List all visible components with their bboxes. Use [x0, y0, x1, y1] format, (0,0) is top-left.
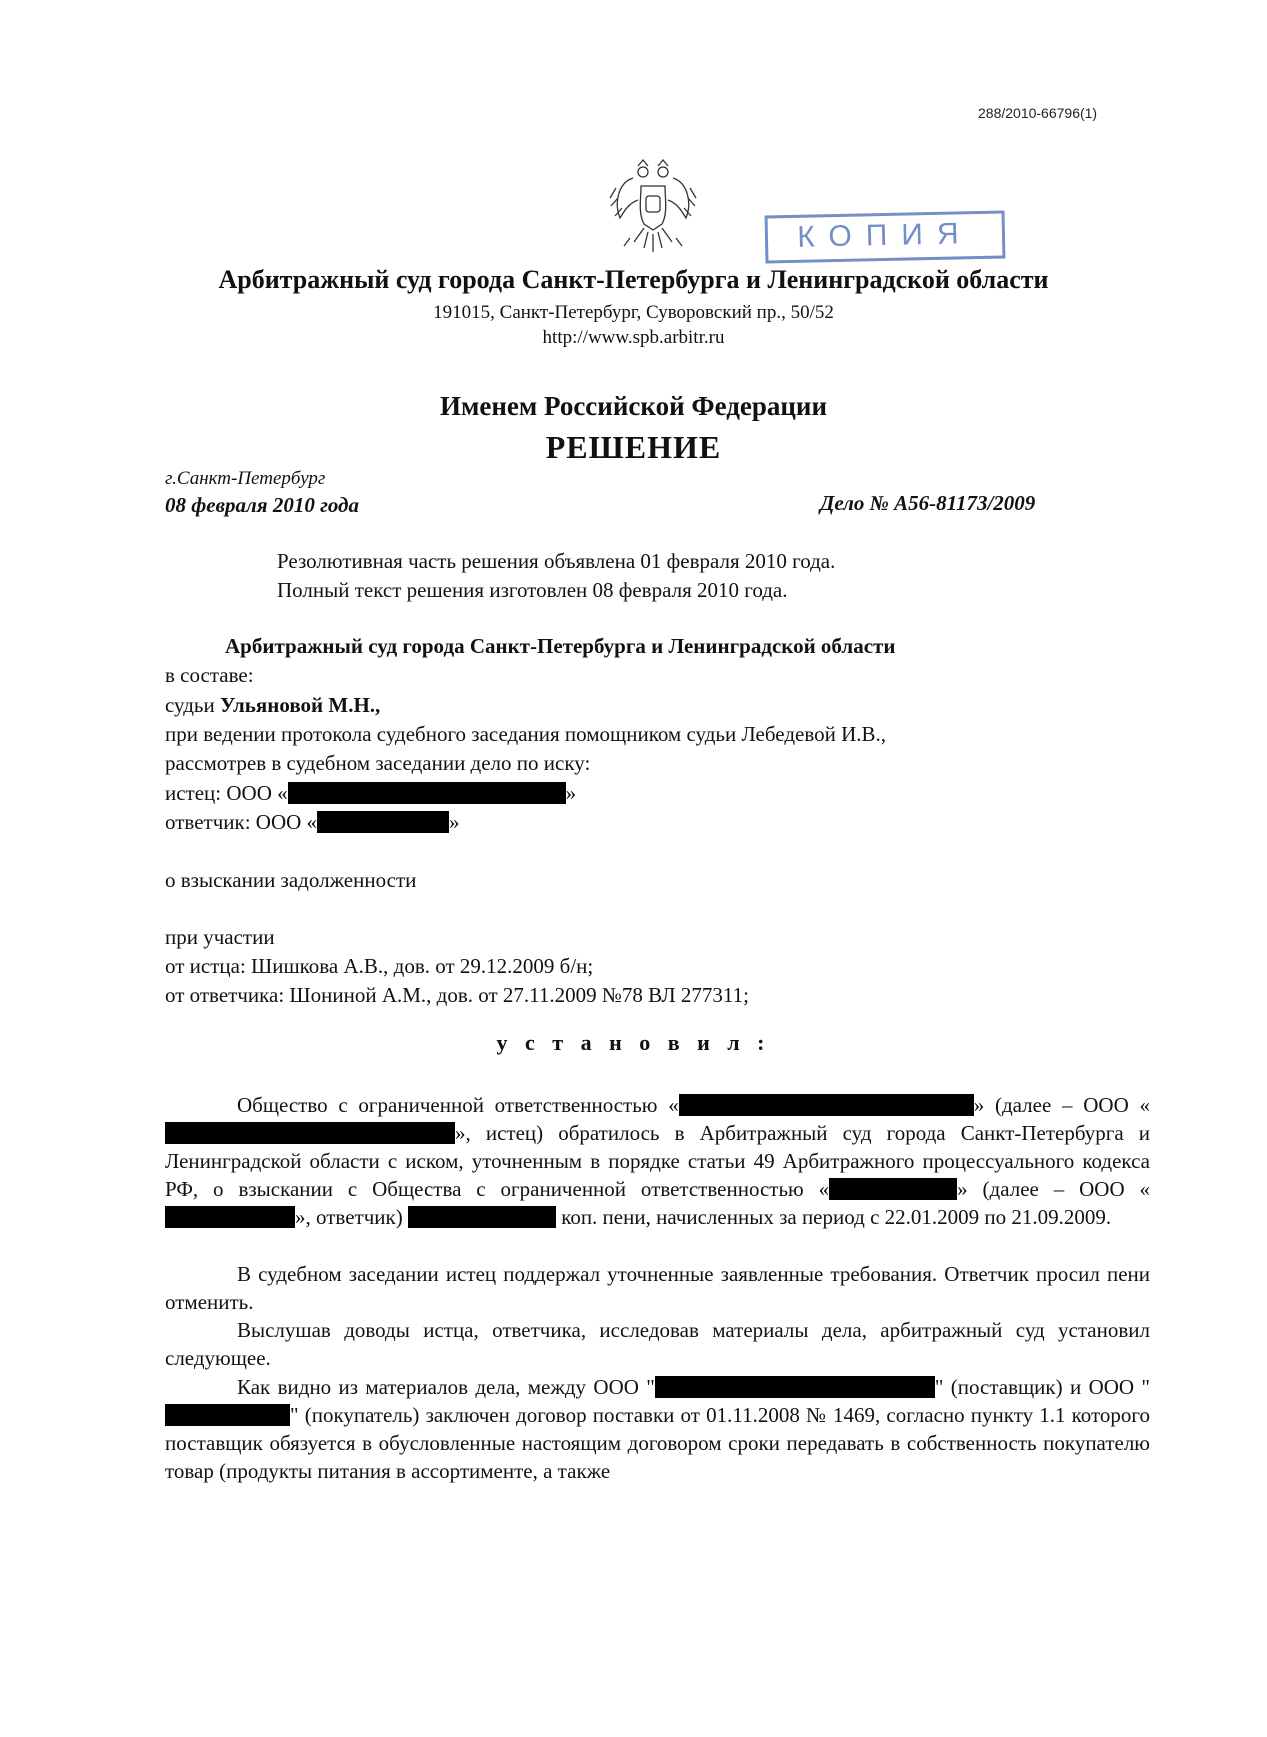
court-title: Арбитражный суд города Санкт-Петербурга и Ленинградской области	[218, 265, 1049, 294]
paragraph-text: », истец) обратилось в Арбитражный суд города Санкт-Петербурга и Ленинградской области с иском, уточненным в порядке статьи 49 Арбитражного процессуального кодекса РФ, о взыскании с Общества с ограниченной ответственностью «	[165, 1121, 1150, 1201]
redaction-bar	[317, 811, 449, 833]
decision-heading: РЕШЕНИЕ	[545, 429, 722, 465]
plaintiff-line	[165, 781, 576, 806]
paragraph-contract	[165, 1373, 1150, 1485]
composition-label: в составе:	[165, 663, 254, 687]
court-composition-line: Арбитражный суд города Санкт-Петербурга и Ленинградской области	[225, 634, 896, 658]
paragraph-findings: Выслушав доводы истца, ответчика, исследовав материалы дела, арбитражный суд установил следующее.	[165, 1318, 1150, 1370]
paragraph-text: », ответчик)	[295, 1205, 408, 1229]
paragraph-text: Общество с ограниченной ответственностью «	[237, 1093, 679, 1117]
paragraph-claim	[165, 1091, 1150, 1231]
redaction-bar	[165, 1404, 290, 1426]
redaction-bar	[679, 1094, 974, 1116]
claim-subject: о взыскании задолженности	[165, 868, 417, 892]
defendant-representative: от ответчика: Шониной А.М., дов. от 27.11.2009 №78 ВЛ 277311;	[165, 983, 749, 1007]
judge-line	[165, 693, 380, 718]
judge-name: Ульяновой М.Н.,	[219, 693, 381, 717]
paragraph-text: " (покупатель) заключен договор поставки от 01.11.2008 № 1469, согласно пункту 1.1 которого поставщик обязуется в обусловленные настоящим договором сроки передавать в собственность покупателю товар (продукты питания в ассортименте, а также	[165, 1403, 1150, 1483]
defendant-prefix: ответчик: ООО «	[165, 810, 318, 834]
redaction-bar	[408, 1206, 556, 1228]
paragraph-text: » (далее – ООО «	[973, 1093, 1150, 1117]
plaintiff-prefix: истец: ООО «	[165, 781, 288, 805]
paragraph-text: » (далее – ООО «	[957, 1177, 1150, 1201]
established-heading: у с т а н о в и л :	[496, 1030, 771, 1055]
coat-of-arms-emblem	[608, 158, 698, 258]
paragraph-hearing: В судебном заседании истец поддержал уточненные заявленные требования. Ответчик просил пени отменить.	[165, 1262, 1150, 1314]
redaction-bar	[288, 782, 566, 804]
court-address: 191015, Санкт-Петербург, Суворовский пр., 50/52	[433, 302, 834, 323]
paragraph-text: Как видно из материалов дела, между ООО "	[237, 1375, 655, 1399]
in-the-name-heading: Именем Российской Федерации	[439, 391, 828, 421]
redaction-bar	[829, 1178, 957, 1200]
considering-line: рассмотрев в судебном заседании дело по иску:	[165, 751, 591, 775]
redaction-bar	[165, 1206, 295, 1228]
defendant-suffix: »	[449, 810, 460, 834]
full-text-line: Полный текст решения изготовлен 08 февраля 2010 года.	[277, 578, 788, 602]
redaction-bar	[165, 1122, 455, 1144]
plaintiff-suffix: »	[565, 781, 577, 805]
case-number: Дело № А56-81173/2009	[820, 491, 1036, 515]
judge-prefix: судьи	[165, 693, 220, 717]
redaction-bar	[655, 1376, 935, 1398]
defendant-line	[165, 810, 460, 835]
city: г.Санкт-Петербург	[165, 468, 326, 489]
decision-date: 08 февраля 2010 года	[165, 493, 359, 517]
announcement-line: Резолютивная часть решения объявлена 01 февраля 2010 года.	[277, 549, 836, 573]
plaintiff-representative: от истца: Шишкова А.В., дов. от 29.12.2009 б/н;	[165, 954, 594, 978]
paragraph-text: " (поставщик) и ООО "	[934, 1375, 1150, 1399]
protocol-line: при ведении протокола судебного заседания помощником судьи Лебедевой И.В.,	[165, 722, 887, 746]
paragraph-text: коп. пени, начисленных за период с 22.01.2009 по 21.09.2009.	[555, 1205, 1112, 1229]
document-number: 288/2010-66796(1)	[978, 105, 1098, 121]
presence-label: при участии	[165, 925, 275, 949]
court-website: http://www.spb.arbitr.ru	[542, 327, 725, 348]
copy-stamp: КОПИЯ	[765, 210, 1006, 263]
